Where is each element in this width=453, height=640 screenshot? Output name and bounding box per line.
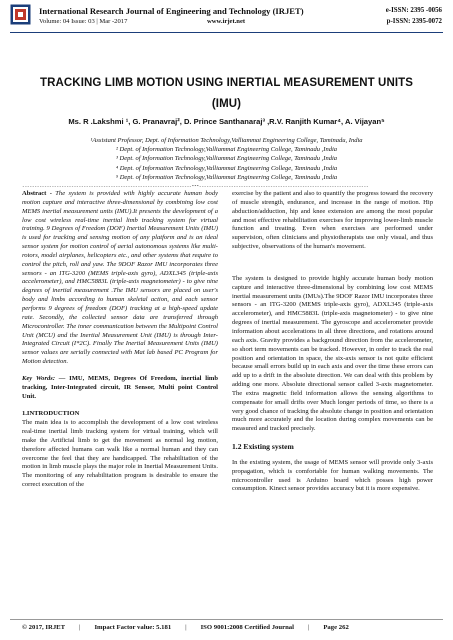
affiliations (8, 136, 445, 182)
footer-copyright: © 2017, IRJET (22, 624, 66, 631)
existing-system-heading: 1.2 Existing system (232, 442, 294, 452)
footer-rule (10, 619, 443, 620)
separator-line: ---------------------------------------------------------------------***--------------------------------------------------------------------- (22, 185, 369, 190)
journal-website-link[interactable]: www.irjet.net (207, 18, 246, 25)
abstract-label: Abstract - (22, 190, 52, 197)
right-paragraph-1: exercise by the patient and also to quantify the progress toward the recovery of muscle strength, endurance, and increase in the range of motion. Hip abduction/adduction, hip and knee extension are among the most popular and most effective rehabilitation exercises for improving lower-limb muscle function and treating. Even when exercises are performed under supervision, often clinicians and physiotherapists use only visual, and thus subjective, observations of the human's movement. (232, 190, 433, 251)
e-issn: e-ISSN: 2395 -0056 (385, 7, 442, 14)
abstract-text: The system is provided with highly accurate human body motion capture and interactive three-dimensional by combining low cost MEMS inertial measurement units (IMU).It presents the development of a low cost wireless real-time inertial limb tracking system for virtual training. 9 Degrees of Freedom (DOF) Inertial Measurement Units (IMU) is used for tracking and sensing motion of any platform and is an ideal sensor system for motion control of aerial autonomous systems like multi-rotors, model airplanes, helicopters etc., and other systems that require to control the pitch, roll and yaw. The 9DOF Razor IMU incorporates three sensors - an ITG-3200 (MEMS triple-axis gyro), ADXL345 (triple-axis accelerometer), and HMC5883L (triple-axis magnetometer) - to give nine degrees of inertial measurement .The IMU sensors are placed on user's body and limbs according to human skeletal action, and each sensor performs 9 degrees of freedom (DOF) tracking at a high-speed update rate. Secondly, the collected sensor data are transferred through Microcontroller. The inner communication between the Multipoint Control Unit (MCU) and the Inertial Measurement Unit (IMU) is through Inter-Integrated Circuit (I*2C). Finally The Inertial Measurement Units (IMU) sensor values are serially connected with Mat lab based PC Program for Motion detection. (22, 190, 218, 366)
affiliation-3: ³ Dept. of Information Technology,Valliammai Engineering College, Taminadu ,India (115, 155, 338, 163)
keywords-text: — IMU, MEMS, Degrees Of Freedom, inertial limb tracking, Inter-Integrated circuit, IR Sensor, Multi point Control Unit. (22, 374, 218, 400)
p-issn: p-ISSN: 2395-0072 (386, 18, 442, 25)
header-rule (10, 32, 443, 33)
abstract (22, 190, 218, 367)
footer-impact-factor: Impact Factor value: 5.181 (94, 624, 172, 631)
authors: Ms. R .Lakshmi ¹, G. Pranavraj², D. Prince Santhanaraj³ ,R.V. Ranjith Kumar⁴, A. Vijayan⁵ (68, 117, 385, 126)
journal-title: International Research Journal of Engineering and Technology (IRJET) (39, 6, 304, 16)
irjet-logo (10, 4, 31, 25)
introduction-text: The main idea is to accomplish the development of a low cost wireless real-time inertial limb tracking system for virtual training, which will make the Artificial limb to get the movement as normal leg motion, therefore affected humans can walk like a normal human and they can overcome the feel that they are handicapped. The rehabilitation of the motion in limb muscle plays the major role in Inertial Measurement Units. The monitoring of any rehabilitation program is desirable to ensure the correct execution of the (22, 419, 218, 489)
footer-page-number: Page 262 (323, 624, 349, 631)
footer: © 2017, IRJET | Impact Factor value: 5.181 | ISO 9001:2008 Certified Journal | Page 262 (22, 624, 349, 631)
left-column (22, 190, 218, 490)
existing-system-text: In the existing system, the usage of MEMS sensor will provide only 3-axis propagation, which is comfortable for human walking movements. The microcontroller used is Arduino board which posses high power consumption. Kinect sensor provides accuracy but it is more expensive. (232, 458, 433, 493)
affiliation-4: ⁴ Dept. of Information Technology,Valliammai Engineering College, Taminadu ,India (115, 164, 338, 172)
right-paragraph-2: The system is designed to provide highly accurate human body motion capture and interactive three-dimensional by combining low cost MEMS inertial measurement units (IMUs).The 9DOF Razor IMU incorporates three sensors - an ITG-3200 (MEMS triple-axis gyro), ADXL345 (triple-axis accelerometer), and HMC5883L (triple-axis magnetometer) - to give nine degrees of inertial measurement. The gyroscope and accelerometer provide information about accelerations in all three directions, and rotations around each axis. Gravity provides a background direction from the accelerometer, so short term movements can be tracked. However, in order to track the real position and orientation in space, the six-axis sensor is not quite efficient because small errors build up in each axis and over the time these errors can add up to a drift in the absolute direction. We can deal with this problem by adding one more. Absolute directional sensor called 3-axis magnetometer. The extra magnetic field information allows the sensing algorithms to compensate for small drifts over Much longer periods of time, so there is a very good chance of tracking the absolute change in position and orientation much more accurately and the location during complex movements can be measured and tracked precisely. (232, 274, 433, 433)
paper-title (16, 73, 437, 115)
volume-line (39, 18, 246, 25)
right-column (232, 190, 433, 494)
title-line-1: TRACKING LIMB MOTION USING INERTIAL MEASUREMENT UNITS (39, 77, 414, 89)
volume-issue: Volume: 04 Issue: 03 | Mar -2017 (39, 18, 128, 25)
title-line-2: (IMU) (211, 98, 242, 110)
footer-iso: ISO 9001:2008 Certified Journal (200, 624, 294, 631)
keywords (22, 375, 218, 402)
affiliation-2: ² Dept. of Information Technology,Valliammai Engineering College, Taminadu ,India (115, 146, 338, 154)
keywords-label: Key Words: (22, 374, 56, 382)
affiliation-5: ⁵ Dept. of Information Technology,Valliammai Engineering College, Taminadu ,India (115, 173, 338, 181)
affiliation-1: ¹Assistant Professor, Dept. of Information Technology,Valliammai Engineering College, Taminadu, India (90, 137, 363, 144)
introduction-heading: 1.INTRODUCTION (22, 410, 80, 418)
